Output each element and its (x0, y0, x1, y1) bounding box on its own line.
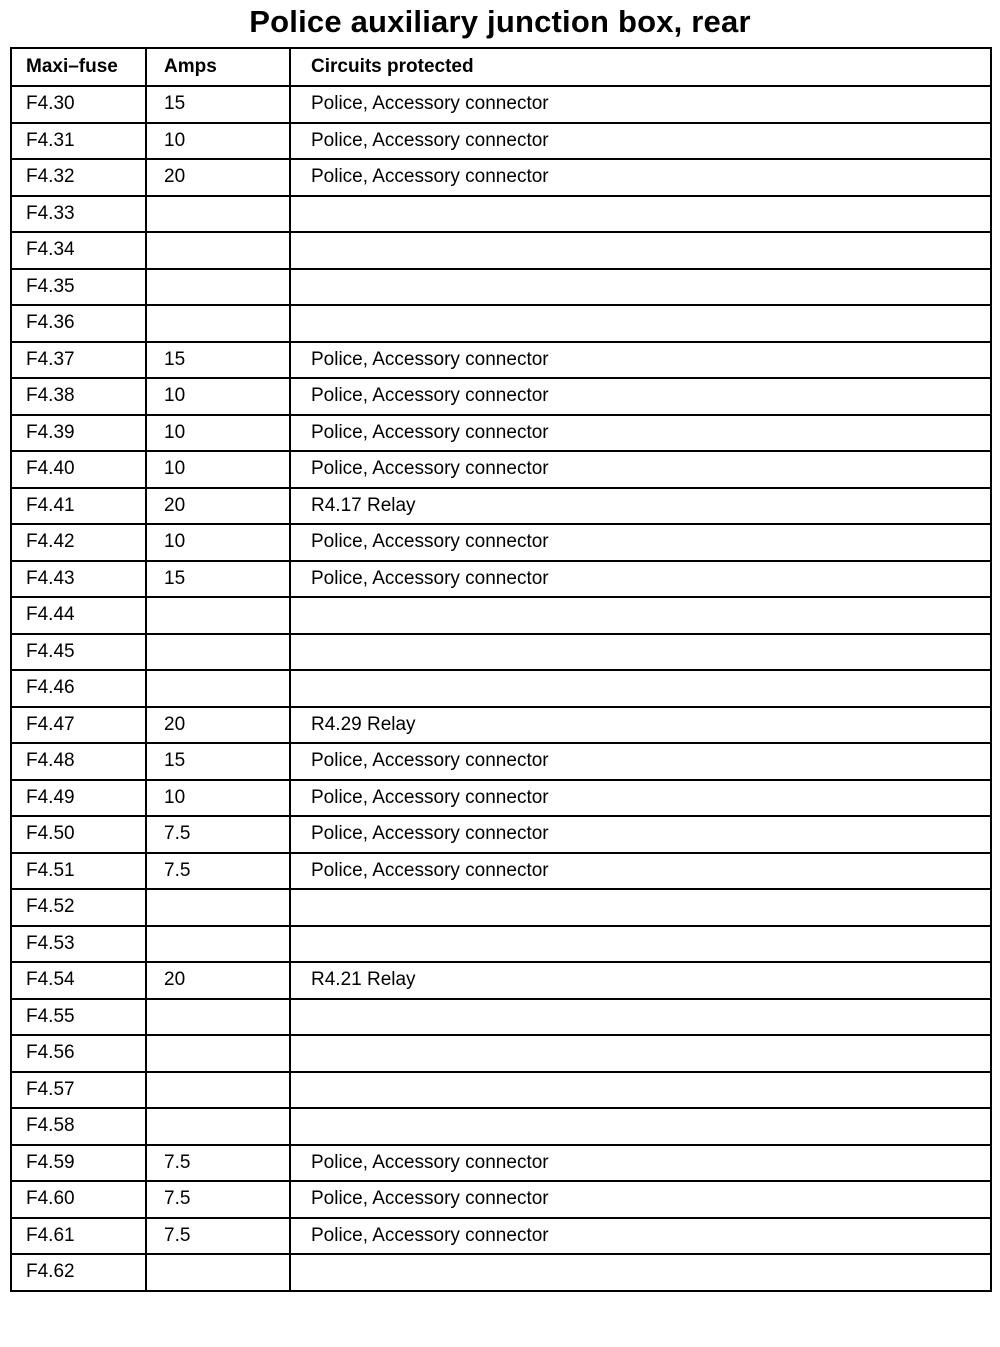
fuse-cell: F4.47 (11, 707, 146, 744)
table-row (11, 1181, 991, 1218)
table-row (11, 926, 991, 963)
amps-cell: 10 (146, 415, 290, 452)
table-row (11, 634, 991, 671)
amps-cell: 10 (146, 451, 290, 488)
amps-cell (146, 1108, 290, 1145)
amps-cell: 7.5 (146, 816, 290, 853)
fuse-cell: F4.42 (11, 524, 146, 561)
table-row (11, 780, 991, 817)
table-row (11, 269, 991, 306)
circuits-cell: Police, Accessory connector (290, 853, 991, 890)
amps-cell (146, 999, 290, 1036)
circuits-cell (290, 1072, 991, 1109)
header-circuits-protected: Circuits protected (290, 48, 991, 86)
fuse-cell: F4.56 (11, 1035, 146, 1072)
table-header-row (11, 48, 991, 86)
table-row (11, 1145, 991, 1182)
fuse-cell: F4.59 (11, 1145, 146, 1182)
amps-cell (146, 1035, 290, 1072)
fuse-cell: F4.58 (11, 1108, 146, 1145)
circuits-cell (290, 670, 991, 707)
table-row (11, 670, 991, 707)
amps-cell (146, 305, 290, 342)
circuits-cell: Police, Accessory connector (290, 378, 991, 415)
amps-cell: 10 (146, 780, 290, 817)
fuse-table (10, 47, 992, 1292)
amps-cell (146, 670, 290, 707)
table-row (11, 488, 991, 525)
fuse-cell: F4.30 (11, 86, 146, 123)
fuse-cell: F4.53 (11, 926, 146, 963)
table-row (11, 561, 991, 598)
circuits-cell (290, 305, 991, 342)
fuse-cell: F4.46 (11, 670, 146, 707)
amps-cell: 7.5 (146, 1145, 290, 1182)
circuits-cell (290, 1035, 991, 1072)
circuits-cell: Police, Accessory connector (290, 1181, 991, 1218)
fuse-cell: F4.51 (11, 853, 146, 890)
fuse-cell: F4.60 (11, 1181, 146, 1218)
circuits-cell (290, 889, 991, 926)
fuse-cell: F4.33 (11, 196, 146, 233)
amps-cell: 7.5 (146, 1181, 290, 1218)
table-row (11, 889, 991, 926)
circuits-cell: R4.21 Relay (290, 962, 991, 999)
fuse-cell: F4.31 (11, 123, 146, 160)
fuse-cell: F4.38 (11, 378, 146, 415)
fuse-cell: F4.43 (11, 561, 146, 598)
circuits-cell: Police, Accessory connector (290, 524, 991, 561)
table-body (11, 86, 991, 1291)
circuits-cell: Police, Accessory connector (290, 415, 991, 452)
table-row (11, 196, 991, 233)
circuits-cell: R4.29 Relay (290, 707, 991, 744)
table-row (11, 999, 991, 1036)
amps-cell (146, 196, 290, 233)
circuits-cell: Police, Accessory connector (290, 1218, 991, 1255)
amps-cell: 7.5 (146, 853, 290, 890)
table-row (11, 816, 991, 853)
fuse-cell: F4.44 (11, 597, 146, 634)
fuse-cell: F4.41 (11, 488, 146, 525)
amps-cell (146, 1072, 290, 1109)
fuse-cell: F4.40 (11, 451, 146, 488)
table-row (11, 1218, 991, 1255)
circuits-cell: Police, Accessory connector (290, 342, 991, 379)
table-row (11, 415, 991, 452)
table-row (11, 524, 991, 561)
circuits-cell: Police, Accessory connector (290, 86, 991, 123)
circuits-cell: Police, Accessory connector (290, 816, 991, 853)
table-row (11, 962, 991, 999)
amps-cell: 15 (146, 743, 290, 780)
circuits-cell (290, 634, 991, 671)
circuits-cell (290, 196, 991, 233)
circuits-cell: Police, Accessory connector (290, 561, 991, 598)
table-row (11, 86, 991, 123)
amps-cell: 20 (146, 962, 290, 999)
circuits-cell (290, 926, 991, 963)
amps-cell (146, 1254, 290, 1291)
fuse-cell: F4.48 (11, 743, 146, 780)
fuse-cell: F4.45 (11, 634, 146, 671)
amps-cell: 15 (146, 342, 290, 379)
fuse-cell: F4.61 (11, 1218, 146, 1255)
circuits-cell (290, 999, 991, 1036)
table-row (11, 707, 991, 744)
fuse-cell: F4.54 (11, 962, 146, 999)
fuse-cell: F4.34 (11, 232, 146, 269)
amps-cell (146, 926, 290, 963)
circuits-cell (290, 1108, 991, 1145)
header-amps: Amps (146, 48, 290, 86)
circuits-cell (290, 597, 991, 634)
table-row (11, 451, 991, 488)
table-row (11, 597, 991, 634)
fuse-cell: F4.57 (11, 1072, 146, 1109)
fuse-cell: F4.52 (11, 889, 146, 926)
fuse-cell: F4.62 (11, 1254, 146, 1291)
amps-cell (146, 232, 290, 269)
fuse-cell: F4.49 (11, 780, 146, 817)
table-row (11, 1072, 991, 1109)
amps-cell: 20 (146, 159, 290, 196)
circuits-cell: Police, Accessory connector (290, 159, 991, 196)
table-row (11, 159, 991, 196)
table-row (11, 305, 991, 342)
header-maxi-fuse: Maxi–fuse (11, 48, 146, 86)
table-row (11, 378, 991, 415)
fuse-cell: F4.55 (11, 999, 146, 1036)
circuits-cell: Police, Accessory connector (290, 743, 991, 780)
fuse-cell: F4.35 (11, 269, 146, 306)
circuits-cell (290, 269, 991, 306)
table-row (11, 232, 991, 269)
circuits-cell (290, 232, 991, 269)
page-title: Police auxiliary junction box, rear (249, 4, 751, 39)
fuse-cell: F4.37 (11, 342, 146, 379)
circuits-cell: R4.17 Relay (290, 488, 991, 525)
table-row (11, 123, 991, 160)
amps-cell (146, 597, 290, 634)
circuits-cell: Police, Accessory connector (290, 451, 991, 488)
fuse-cell: F4.36 (11, 305, 146, 342)
fuse-cell: F4.32 (11, 159, 146, 196)
table-row (11, 1035, 991, 1072)
circuits-cell (290, 1254, 991, 1291)
amps-cell: 7.5 (146, 1218, 290, 1255)
amps-cell: 10 (146, 524, 290, 561)
table-row (11, 853, 991, 890)
circuits-cell: Police, Accessory connector (290, 780, 991, 817)
amps-cell: 10 (146, 123, 290, 160)
table-row (11, 743, 991, 780)
table-row (11, 1108, 991, 1145)
amps-cell (146, 269, 290, 306)
amps-cell (146, 889, 290, 926)
circuits-cell: Police, Accessory connector (290, 123, 991, 160)
amps-cell (146, 634, 290, 671)
table-row (11, 1254, 991, 1291)
amps-cell: 15 (146, 86, 290, 123)
amps-cell: 20 (146, 707, 290, 744)
amps-cell: 20 (146, 488, 290, 525)
amps-cell: 15 (146, 561, 290, 598)
fuse-cell: F4.39 (11, 415, 146, 452)
circuits-cell: Police, Accessory connector (290, 1145, 991, 1182)
amps-cell: 10 (146, 378, 290, 415)
fuse-cell: F4.50 (11, 816, 146, 853)
table-row (11, 342, 991, 379)
